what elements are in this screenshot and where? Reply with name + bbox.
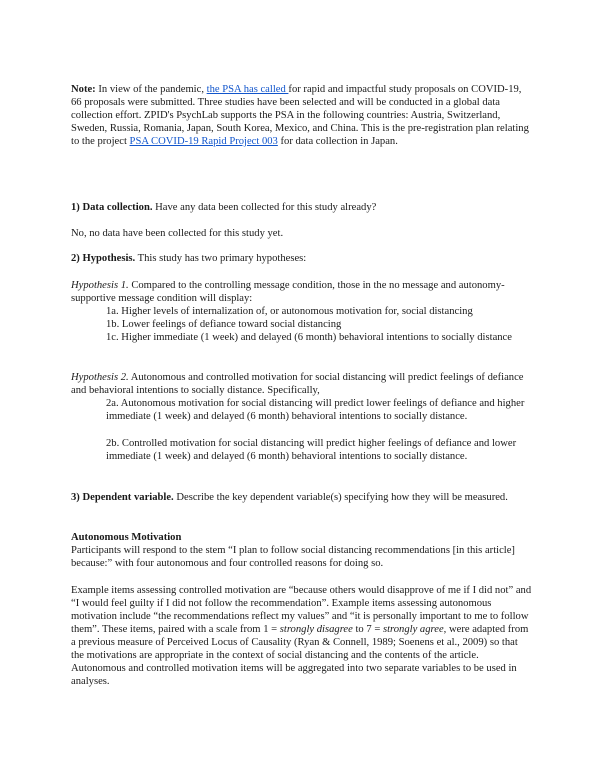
autonomous-motivation-heading: Autonomous Motivation xyxy=(71,532,182,543)
hypothesis-2 xyxy=(71,371,533,397)
psa-called-link[interactable]: the PSA has called xyxy=(206,84,289,95)
data-collection-question xyxy=(71,201,533,214)
data-collection-question-text: Have any data been collected for this study already? xyxy=(152,202,377,213)
note-label: Note: xyxy=(71,84,96,95)
data-collection-heading: 1) Data collection. xyxy=(71,202,153,213)
data-collection-answer: No, no data have been collected for this study yet. xyxy=(71,228,284,239)
hypothesis-intro xyxy=(71,252,533,265)
psa-project-link[interactable]: PSA COVID-19 Rapid Project 003 xyxy=(129,136,278,147)
para2-text-c: were adapted from a previous measure of Perceived Locus of Causality (Ryan & Connell, 1989; Soenens et al., 2009) so that the motivations are appropriate in the context of social distancing and the contents of the article. Autonomous and controlled motivation items will be aggregated into two separate variables to be used in analyses. xyxy=(71,624,529,687)
note-text-c: for data collection in Japan. xyxy=(277,136,398,147)
para2-text-b: to 7 = xyxy=(352,624,383,635)
hypothesis-heading: 2) Hypothesis. xyxy=(71,253,136,264)
hypothesis-1-text: Compared to the controlling message condition, those in the no message and autonomy-supportive message condition will display: xyxy=(71,280,505,304)
para2-text-a: Example items assessing controlled motivation are “because others would disapprove of me if I did not” and “I would feel guilty if I did not follow the recommendation”. Example items assessing autonomous motivation include “the recommendations reflect my values” and “it is personally important to me to follow them”. These items, paired with a scale from 1 = xyxy=(71,585,532,635)
para2-strongly-agree: strongly agree, xyxy=(382,624,447,635)
hypothesis-2-label: Hypothesis 2. xyxy=(71,372,129,383)
hypothesis-2a: 2a. Autonomous motivation for social distancing will predict lower feelings of defiance and higher immediate (1 week) and delayed (6 month) behavioral intentions to socially distance. xyxy=(106,398,525,422)
hypothesis-1-list xyxy=(71,305,533,357)
note-paragraph xyxy=(71,83,533,148)
hypothesis-1-label: Hypothesis 1. xyxy=(71,280,129,291)
hypothesis-1a: 1a. Higher levels of internalization of, or autonomous motivation for, social distancing xyxy=(106,306,473,317)
hypothesis-2b: 2b. Controlled motivation for social distancing will predict higher feelings of defiance and lower immediate (1 week) and delayed (6 month) behavioral intentions to socially distance. xyxy=(106,438,517,462)
para2-strongly-disagree: strongly disagree xyxy=(279,624,353,635)
note-text-b: for rapid and impactful study proposals on COVID-19, 66 proposals were submitted. Three studies have been selected and will be conducted in a global data collection effort. ZPID's PsychLab supports the PSA in the following countries: Austria, Switzerland, Sweden, Russia, Romania, Japan, South Korea, Mexico, and China. This is the pre-registration plan relating to the project xyxy=(71,84,529,147)
dependent-variable-text: Describe the key dependent variable(s) specifying how they will be measured. xyxy=(173,492,508,503)
hypothesis-1 xyxy=(71,279,533,305)
note-text-a: In view of the pandemic, xyxy=(95,84,207,95)
hypothesis-1c: 1c. Higher immediate (1 week) and delayed (6 month) behavioral intentions to socially distance xyxy=(106,332,512,343)
hypothesis-1b: 1b. Lower feelings of defiance toward social distancing xyxy=(106,319,342,330)
dependent-variable-heading: 3) Dependent variable. xyxy=(71,492,174,503)
hypothesis-2-list xyxy=(71,397,533,477)
hypothesis-2-text: Autonomous and controlled motivation for social distancing will predict feelings of defiance and behavioral intentions to socially distance. Specifically, xyxy=(71,372,524,396)
autonomous-motivation-para1: Participants will respond to the stem “I plan to follow social distancing recommendations [in this article] because:” with four autonomous and four controlled reasons for doing so. xyxy=(71,545,515,569)
autonomous-motivation-para2 xyxy=(71,584,533,688)
dependent-variable-intro xyxy=(71,491,533,504)
hypothesis-intro-text: This study has two primary hypotheses: xyxy=(135,253,307,264)
